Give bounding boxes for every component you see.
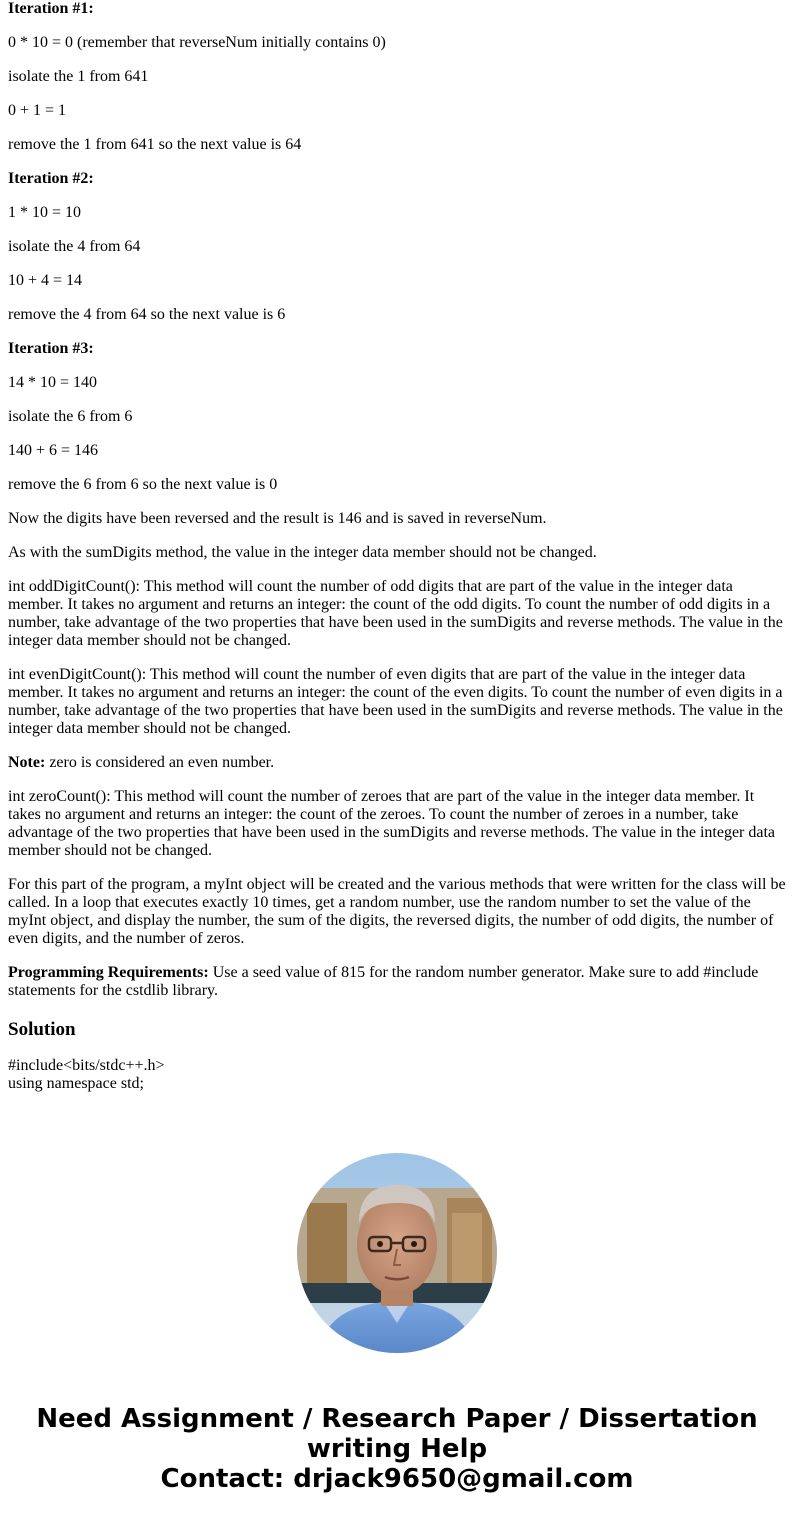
paragraph: [8, 136, 786, 154]
paragraph-bold: Programming Requirements:: [8, 964, 209, 981]
code-line: using namespace std;: [8, 1075, 144, 1092]
paragraph-text: remove the 1 from 641 so the next value is 64: [8, 136, 302, 153]
paragraph-text: zero is considered an even number.: [45, 754, 275, 771]
paragraph: [8, 408, 786, 426]
code-line: #include<bits/stdc++.h>: [8, 1057, 165, 1074]
paragraph-bold: Iteration #2:: [8, 170, 94, 187]
paragraph: [8, 306, 786, 324]
paragraph: [8, 170, 786, 188]
promo-line: writing Help: [306, 1434, 488, 1464]
paragraph: [8, 754, 786, 772]
paragraph-bold: Iteration #3:: [8, 340, 94, 357]
paragraph-text: 0 + 1 = 1: [8, 102, 67, 119]
paragraph-text: int evenDigitCount(): This method will count the number of even digits that are part of the value in the integer data member. It takes no argument and returns an integer: the count of the even digits. To count the number of even digits in a number, take advantage of the two properties that have been used in the sumDigits and reverse methods. The value in the integer data member should not be changed.: [8, 666, 783, 737]
paragraph-text: 140 + 6 = 146: [8, 442, 99, 459]
paragraph: [8, 204, 786, 222]
avatar: [297, 1153, 497, 1353]
paragraph-text: For this part of the program, a myInt object will be created and the various methods that were written for the class will be called. In a loop that executes exactly 10 times, get a random number, use the random number to set the value of the myInt object, and display the number, the sum of the digits, the reversed digits, the number of odd digits, the number of even digits, and the number of zeros.: [8, 876, 786, 947]
paragraph-bold: Note:: [8, 754, 46, 771]
paragraph-text: remove the 6 from 6 so the next value is 0: [8, 476, 278, 493]
paragraph-text: 14 * 10 = 140: [8, 374, 98, 391]
paragraph: [8, 442, 786, 460]
paragraph: [8, 476, 786, 494]
paragraph: [8, 666, 786, 738]
paragraph: [8, 964, 786, 1000]
solution-heading: Solution: [8, 1019, 76, 1040]
paragraph-text: remove the 4 from 64 so the next value is 6: [8, 306, 286, 323]
paragraph: [8, 34, 786, 52]
paragraph-text: int oddDigitCount(): This method will count the number of odd digits that are part of the value in the integer data member. It takes no argument and returns an integer: the count of the odd digits. To count the number of odd digits in a number, take advantage of the two properties that have been used in the sumDigits and reverse methods. The value in the integer data member should not be changed.: [8, 578, 783, 649]
paragraph: [8, 272, 786, 290]
paragraph-text: isolate the 4 from 64: [8, 238, 141, 255]
promo-line: Need Assignment / Research Paper / Dissertation: [36, 1404, 758, 1434]
paragraph: [8, 876, 786, 948]
promo-banner: [0, 1404, 794, 1494]
document-body: [8, 0, 786, 1093]
paragraph-text: isolate the 1 from 641: [8, 68, 149, 85]
paragraph: [8, 102, 786, 120]
paragraph-text: 0 * 10 = 0 (remember that reverseNum initially contains 0): [8, 34, 386, 51]
paragraph: [8, 374, 786, 392]
paragraph: [8, 544, 786, 562]
paragraph: [8, 340, 786, 358]
paragraph: [8, 510, 786, 528]
paragraph-text: isolate the 6 from 6: [8, 408, 133, 425]
promo-contact[interactable]: Contact: drjack9650@gmail.com: [160, 1464, 634, 1494]
paragraph-text: As with the sumDigits method, the value in the integer data member should not be changed.: [8, 544, 597, 561]
person-photo-icon: [297, 1153, 497, 1353]
paragraph-text: int zeroCount(): This method will count the number of zeroes that are part of the value in the integer data member. It takes no argument and returns an integer: the count of the zeroes. To count the number of zeroes in a number, take advantage of the two properties that have been used in the sumDigits and reverse methods. The value in the integer data member should not be changed.: [8, 788, 776, 859]
paragraph-text: 10 + 4 = 14: [8, 272, 83, 289]
paragraph: [8, 68, 786, 86]
paragraph-text: 1 * 10 = 10: [8, 204, 82, 221]
paragraph-bold: Iteration #1:: [8, 0, 94, 17]
paragraph-text: Use a seed value of 815 for the random number generator. Make sure to add #include statements for the cstdlib library.: [8, 964, 759, 999]
paragraph: [8, 578, 786, 650]
paragraph: [8, 0, 786, 18]
paragraph: [8, 788, 786, 860]
paragraph-text: Now the digits have been reversed and the result is 146 and is saved in reverseNum.: [8, 510, 547, 527]
paragraph: [8, 238, 786, 256]
